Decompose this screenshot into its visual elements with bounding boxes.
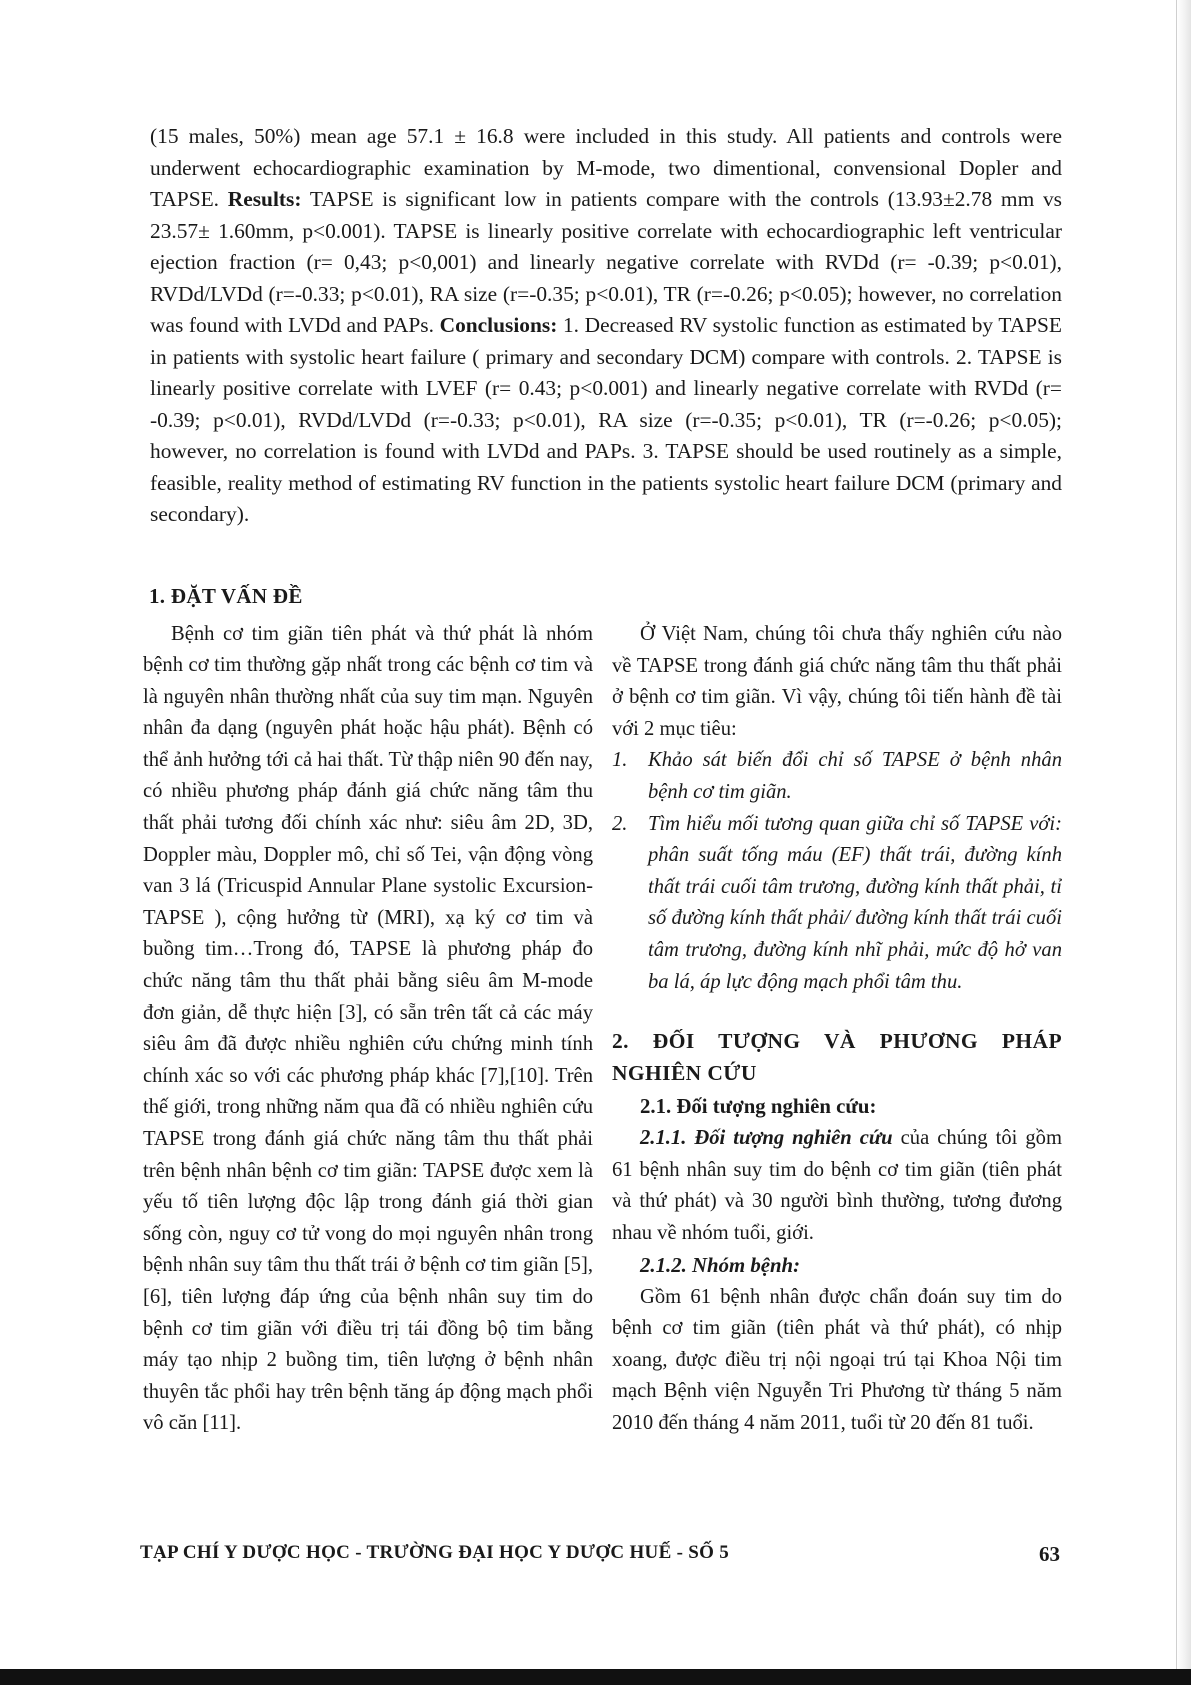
objectives-list — [612, 745, 1062, 998]
subsection-2-1-2-paragraph: Gồm 61 bệnh nhân được chẩn đoán suy tim do bệnh cơ tim giãn (tiên phát và thứ phát), có nhịp xoang, được điều trị nội ngoại trú tại Khoa Nội tim mạch Bệnh viện Nguyễn Tri Phương từ tháng 5 năm 2010 đến tháng 4 năm 2011, tuổi từ 20 đến 81 tuổi. — [612, 1285, 1062, 1434]
objective-text: Khảo sát biến đổi chỉ số TAPSE ở bệnh nhân bệnh cơ tim giãn. — [648, 749, 1062, 803]
objective-text: Tìm hiểu mối tương quan giữa chỉ số TAPSE với: phân suất tống máu (EF) thất trái, đường kính thất trái cuối tâm trương, đường kính thất phải, tỉ số đường kính thất phải/ đường kính thất trái cuối tâm trương, đường kính nhĩ phải, mức độ hở van ba lá, áp lực động mạch phổi tâm thu. — [648, 812, 1062, 993]
subsection-2-1-1-label: 2.1.1. Đối tượng nghiên cứu — [640, 1127, 893, 1150]
subsection-2-1-heading: 2.1. Đối tượng nghiên cứu: — [640, 1095, 877, 1119]
objective-number: 1. — [612, 749, 628, 772]
subsection-2-1-1-paragraph — [612, 1123, 1062, 1249]
abstract-results-label: Results: — [227, 187, 302, 211]
scan-right-edge — [1176, 0, 1191, 1685]
english-abstract — [150, 121, 1062, 531]
objective-item — [612, 809, 1062, 999]
left-column — [143, 581, 593, 1440]
objective-item — [612, 745, 1062, 808]
journal-title: TẠP CHÍ Y DƯỢC HỌC - TRƯỜNG ĐẠI HỌC Y DƯỢC HUẾ - SỐ 5 — [140, 1542, 730, 1563]
abstract-results-text: TAPSE is significant low in patients compare with the controls (13.93±2.78 mm vs 23.57± 1.60mm, p<0.001). TAPSE is linearly positive correlate with echocardiographic left ventricular ejection fraction (r= 0,43; p<0,001) and linearly negative correlate with RVDd (r= -0.39; p<0.01), RVDd/LVDd (r=-0.33; p<0.01), RA size (r=-0.35; p<0.01), TR (r=-0.26; p<0.05); however, no correlation was found with LVDd and PAPs. — [150, 187, 1062, 337]
scan-bottom-edge — [0, 1669, 1191, 1685]
page-footer — [140, 1538, 1060, 1572]
objective-number: 2. — [612, 812, 628, 835]
abstract-conclusions-label: Conclusions: — [439, 313, 558, 337]
subsection-2-1-2-heading: 2.1.2. Nhóm bệnh: — [640, 1253, 801, 1277]
abstract-conclusions-text: 1. Decreased RV systolic function as estimated by TAPSE in patients with systolic heart failure ( primary and secondary DCM) compare with controls. 2. TAPSE is linearly positive correlate with LVEF (r= 0.43; p<0.001) and linearly negative correlate with RVDd (r= -0.39; p<0.01), RVDd/LVDd (r=-0.33; p<0.01), RA size (r=-0.35; p<0.01), TR (r=-0.26; p<0.05); however, no correlation is found with LVDd and PAPs. 3. TAPSE should be used routinely as a simple, feasible, reality method of estimating RV function in the patients systolic heart failure DCM (primary and secondary). — [150, 313, 1063, 526]
objectives-intro: Ở Việt Nam, chúng tôi chưa thấy nghiên cứu nào về TAPSE trong đánh giá chức năng tâm thu thất phải ở bệnh cơ tim giãn. Vì vậy, chúng tôi tiến hành đề tài với 2 mục tiêu: — [612, 623, 1062, 740]
section1-heading: 1. ĐẶT VẤN ĐỀ — [149, 584, 303, 608]
subsection-2-1-1-text: của chúng tôi gồm 61 bệnh nhân suy tim do bệnh cơ tim giãn (tiên phát và thứ phát) và 30 người bình thường, tương đương nhau về nhóm tuổi, giới. — [612, 1127, 1062, 1244]
abstract-methods-text: (15 males, 50%) mean age 57.1 ± 16.8 were included in this study. All patients and controls were underwent echocardiographic examination by M-mode, two dimentional, convensional Dopler and TAPSE. — [150, 124, 1062, 211]
section1-paragraph: Bệnh cơ tim giãn tiên phát và thứ phát là nhóm bệnh cơ tim thường gặp nhất trong các bệnh cơ tim và là nguyên nhân thường nhất của suy tim mạn. Nguyên nhân đa dạng (nguyên phát hoặc hậu phát). Bệnh có thể ảnh hưởng tới cả hai thất. Từ thập niên 90 đến nay, có nhiều phương pháp đánh giá chức năng tâm thu thất phải tương đối chính xác như: siêu âm 2D, 3D, Doppler màu, Doppler mô, chỉ số Tei, vận động vòng van 3 lá (Tricuspid Annular Plane systolic Excursion-TAPSE ), cộng hưởng từ (MRI), xạ ký cơ tim và buồng tim…Trong đó, TAPSE là phương pháp đo chức năng tâm thu thất phải bằng siêu âm M-mode đơn giản, dễ thực hiện [3], có sẵn trên tất cả các máy siêu âm đã được nhiều nghiên cứu chứng minh tính chính xác so với các phương pháp khác [7],[10]. Trên thế giới, trong những năm qua đã có nhiều nghiên cứu TAPSE trong đánh giá chức năng tâm thu thất phải trên bệnh nhân bệnh cơ tim giãn: TAPSE được xem là yếu tố tiên lượng độc lập trong đánh giá thời gian sống còn, nguy cơ tử vong do mọi nguyên nhân trong bệnh nhân suy tâm thu thất trái ở bệnh cơ tim giãn [5],[6], tiên lượng đáp ứng của bệnh nhân suy tim do bệnh cơ tim giãn với điều trị tái đồng bộ tim bằng máy tạo nhịp 2 buồng tim, tiên lượng ở bệnh nhân thuyên tắc phổi hay trên bệnh tăng áp động mạch phổi vô căn [11]. — [143, 622, 593, 1435]
page-number: 63 — [1039, 1542, 1060, 1566]
right-column — [612, 619, 1062, 1439]
section2-heading: 2. ĐỐI TƯỢNG VÀ PHƯƠNG PHÁP NGHIÊN CỨU — [612, 1029, 1062, 1085]
